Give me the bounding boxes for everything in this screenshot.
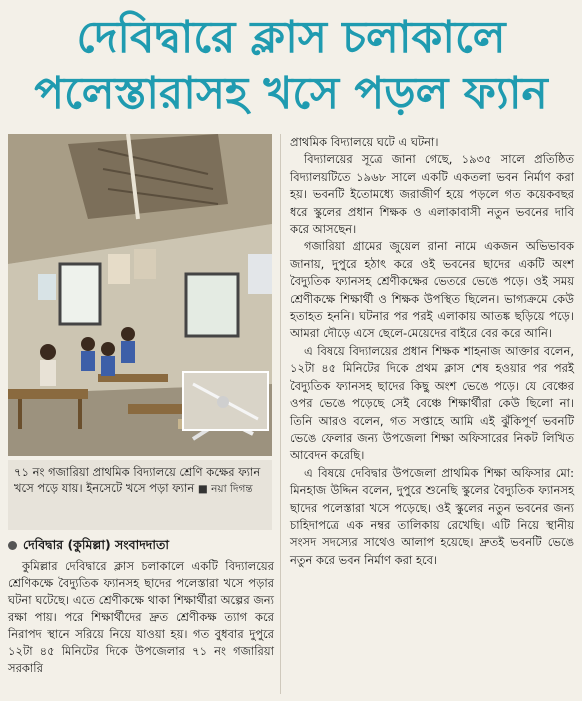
column-divider — [280, 134, 281, 694]
caption-text: ৭১ নং গজারিয়া প্রাথমিক বিদ্যালয়ে শ্রেণি কক্ষের ফ্যান খসে পড়ে যায়। ইনসেটে খসে পড়া ফ্যান — [14, 465, 261, 495]
article-paragraph: প্রাথমিক বিদ্যালয়ে ঘটে এ ঘটনা। — [290, 135, 439, 149]
article-paragraph: গজারিয়া গ্রামের জুয়েল রানা নামে একজন অভিভাবক জানায়, দুপুরে হঠাৎ করে ওই ভবনের ছাদের একটি অংশ বৈদ্যুতিক ফ্যানসহ শ্রেণীকক্ষের ভেতরে ভেঙে পড়ে। ওই সময় শ্রেণীকক্ষে শিক্ষার্থী ও শিক্ষক উপস্থিত ছিলেন। ভাগ্যক্রমে কেউ হতাহত হননি। ঘটনার পর পরই এলাকায় আতঙ্ক ছড়িয়ে পড়ে। আমরা দৌড়ে এসে ছেলে-মেয়েদের বাইরে বের করে আনি। — [290, 239, 574, 341]
byline-text: দেবিদ্বার (কুমিল্লা) সংবাদদাতা — [23, 537, 169, 552]
article-left-column — [8, 558, 274, 677]
article-paragraph: কুমিল্লার দেবিদ্বারে ক্লাস চলাকালে একটি বিদ্যালয়ের শ্রেণিকক্ষে বৈদ্যুতিক ফ্যানসহ ছাদের পলেস্তারা খসে পড়ার ঘটনা ঘটেছে। এতে শ্রেণীকক্ষে থাকা শিক্ষার্থীরা অল্পের জন্য রক্ষা পায়। পরে শিক্ষার্থীদের দ্রুত শ্রেণীকক্ষ ত্যাগ করে নিরাপদ স্থানে সরিয়ে নিয়ে যাওয়া হয়। গত বুধবার দুপুরে ১২টা ৪৫ মিনিটের দিকে উপজেলার ৭১ নং গজারিয়া সরকারি — [8, 559, 274, 675]
article-paragraph: বিদ্যালয়ের সূত্রে জানা গেছে, ১৯৩৫ সালে প্রতিষ্ঠিত বিদ্যালয়টিতে ১৯৬৮ সালে একটি একতলা ভবন নির্মাণ করা হয়। ভবনটি ইতোমধ্যে জরাজীর্ণ হয়ে পড়লে গত কয়েকবছর ধরে স্কুলের প্রধান শিক্ষক ও এলাকাবাসী নতুন ভবনের দাবি করে আসছেন। — [290, 152, 574, 237]
caption-source: ■ নয়া দিগন্ত — [197, 483, 253, 495]
photo-caption — [8, 460, 272, 530]
classroom-photo-illustration — [8, 134, 272, 456]
article-right-column — [290, 134, 574, 569]
headline-line-1: দেবিদ্বারে ক্লাস চলাকালে — [76, 12, 506, 63]
headline-line-2: পলেস্তারাসহ খসে পড়ল ফ্যান — [34, 68, 548, 119]
article-paragraph: এ বিষয়ে বিদ্যালয়ের প্রধান শিক্ষক শাহনাজ আক্তার বলেন, ১২টা ৪৫ মিনিটের দিকে প্রথম ক্লাস শেষ হওয়ার পর পরই বৈদ্যুতিক ফ্যানসহ ছাদের কিছু অংশ ভেঙে পড়ে। যে বেঞ্চের ওপর ভেঙে পড়েছে সেই বেঞ্চে শিক্ষার্থীরা কেউ ছিলো না। তিনি আরও বলেন, গত সপ্তাহে আমি এই ঝুঁকিপূর্ণ ভবনটি ভেঙে ফেলার জন্য উপজেলা শিক্ষা অফিসারের নিকট লিখিত আবেদন করেছি। — [290, 343, 574, 463]
headline — [0, 0, 582, 130]
byline — [8, 536, 272, 554]
news-photo — [8, 134, 272, 456]
bullet-icon — [8, 541, 17, 550]
article-paragraph: এ বিষয়ে দেবিদ্বার উপজেলা প্রাথমিক শিক্ষা অফিসার মো: মিনহাজ উদ্দিন বলেন, দুপুরে শুনেছি স্কুলের বৈদ্যুতিক ফ্যানসহ ছাদের পলেস্তারা খসে পড়েছে। ওই স্কুলের নতুন ভবনের জন্য চাহিদাপত্রে এক নম্বর তালিকায় রেখেছি। এটি নিয়ে স্থানীয় সংসদ সদস্যের সাথেও আলাপ হয়েছে। দ্রুতই ভবনটি ভেঙে নতুন করে ভবন নির্মাণ করা হবে। — [290, 465, 574, 567]
